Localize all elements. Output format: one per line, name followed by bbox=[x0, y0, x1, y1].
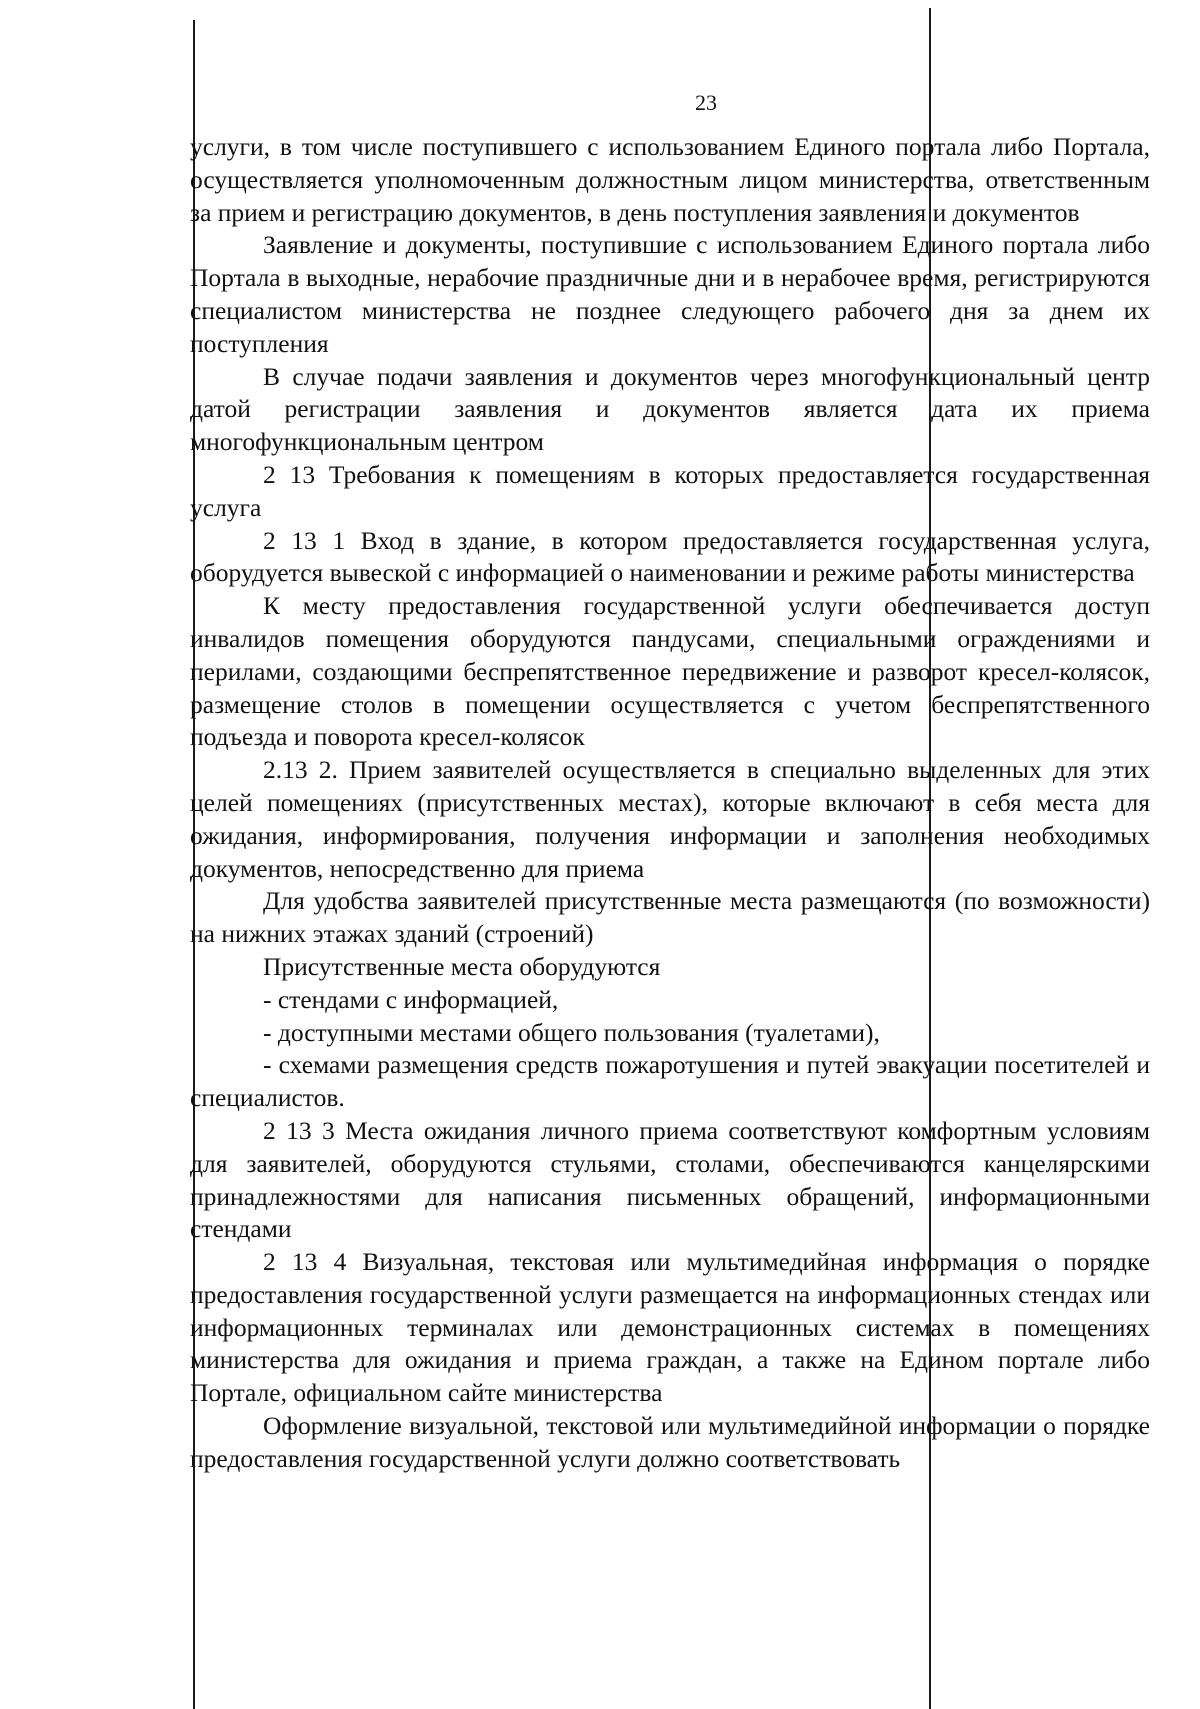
paragraph: К месту предоставления государственной услуги обеспечивается доступ инвалидов помещения оборудуются пандусами, специальными ограждениями и перилами, создающими беспрепятственное передвижение и разворот кресел-колясок, размещение столов в помещении осуществляется с учетом беспрепятственного подъезда и поворота кресел-колясок bbox=[190, 591, 1150, 752]
section-heading: 2 13 Требования к помещениям в которых предоставляется государственная услуга bbox=[190, 459, 1150, 522]
list-item: - стендами с информацией, bbox=[263, 984, 559, 1014]
list-item: - схемами размещения средств пожаротушения и путей эвакуации посетителей и специалистов. bbox=[190, 1050, 1150, 1113]
list-item: - доступными местами общего пользования (туалетами), bbox=[263, 1017, 880, 1047]
paragraph: Заявление и документы, поступившие с использованием Единого портала либо Портала в выходные, нерабочие праздничные дни и в нерабочее время, регистрируются специалистом министерства не позднее следующего рабочего дня за днем их поступления bbox=[190, 230, 1150, 358]
paragraph: В случае подачи заявления и документов через многофункциональный центр датой регистрации заявления и документов является дата их приема многофункциональным центром bbox=[190, 361, 1150, 457]
paragraph: Для удобства заявителей присутственные места размещаются (по возможности) на нижних этажах зданий (строений) bbox=[190, 886, 1150, 949]
paragraph: Присутственные места оборудуются bbox=[263, 951, 661, 981]
paragraph: 2 13 3 Места ожидания личного приема соответствуют комфортным условиям для заявителей, оборудуются стульями, столами, обеспечиваются канцелярскими принадлежностями для написания письменных обращений, информационными стендами bbox=[190, 1115, 1150, 1244]
paragraph: услуги, в том числе поступившего с использованием Единого портала либо Портала, осуществляется уполномоченным должностным лицом министерства, ответственным за прием и регистрацию документов, в день поступления заявления и документов bbox=[190, 132, 1150, 227]
paragraph: 2.13 2. Прием заявителей осуществляется в специально выделенных для этих целей помещениях (присутственных местах), которые включают в себя места для ожидания, информирования, получения информации и заполнения необходимых документов, непосредственно для приема bbox=[190, 755, 1150, 883]
paragraph: Оформление визуальной, текстовой или мультимедийной информации о порядке предоставления государственной услуги должно соответствовать bbox=[190, 1411, 1150, 1473]
paragraph: 2 13 4 Визуальная, текстовая или мультимедийная информация о порядке предоставления государственной услуги размещается на информационных стендах или информационных терминалах или демонстрационных системах в помещениях министерства для ожидания и приема граждан, а также на Едином портале либо Портале, официальном сайте министерства bbox=[190, 1247, 1150, 1408]
page-number: 23 bbox=[695, 90, 717, 115]
paragraph: 2 13 1 Вход в здание, в котором предоставляется государственная услуга, оборудуется вывеской с информацией о наименовании и режиме работы министерства bbox=[190, 525, 1150, 588]
body-text bbox=[190, 131, 1150, 1476]
